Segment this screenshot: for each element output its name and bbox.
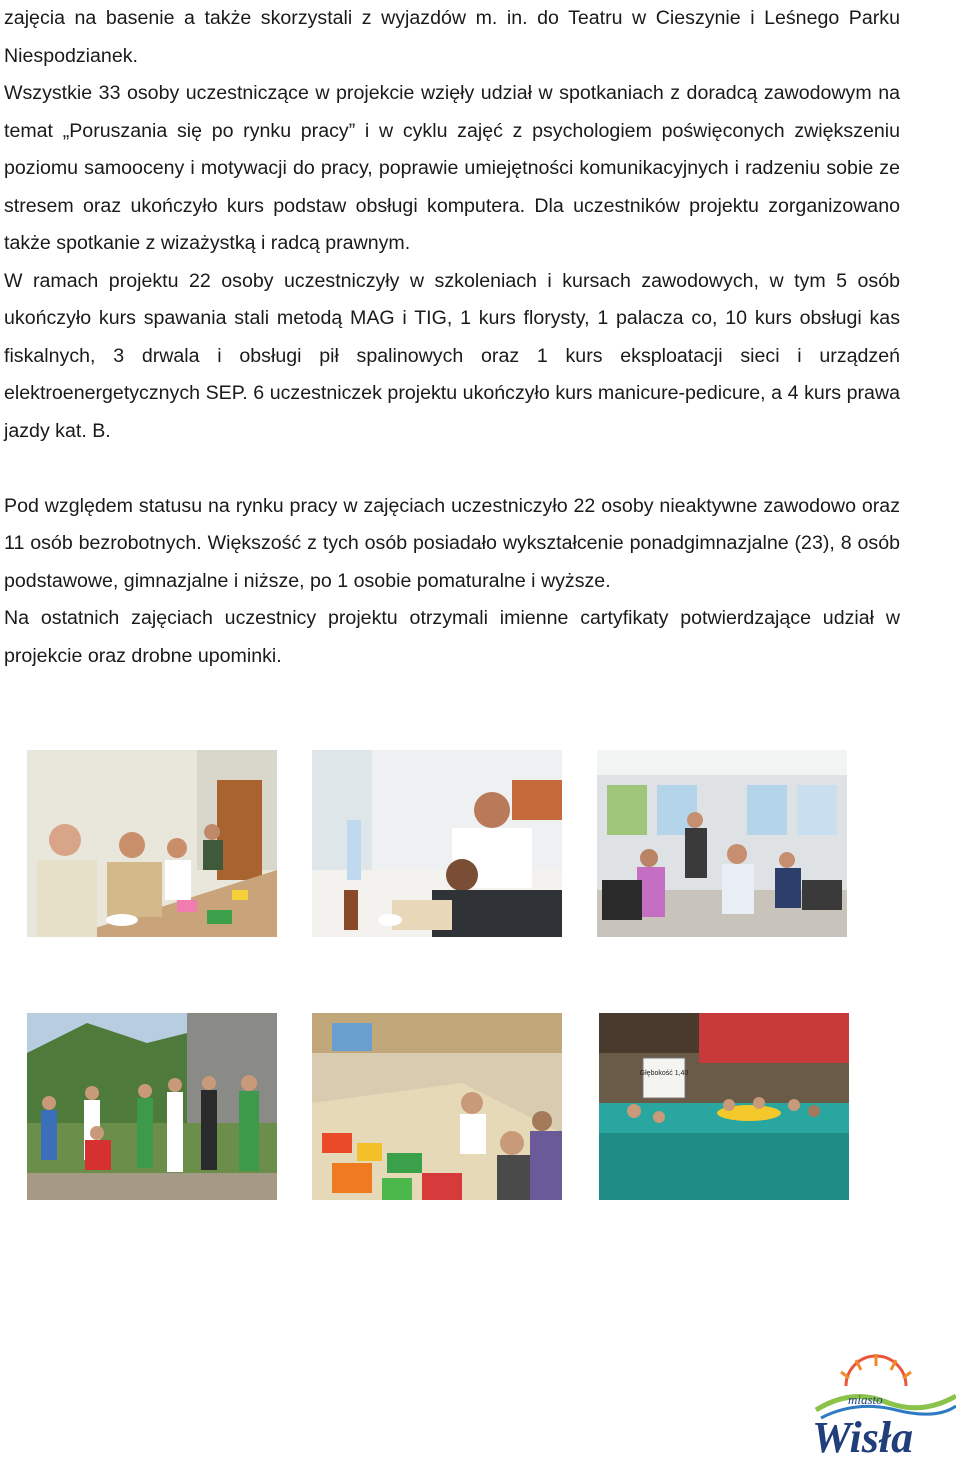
pool-sign-text: Głębokość 1,40 <box>639 1070 689 1077</box>
photo-craft-workshop <box>27 750 277 937</box>
photo-swimming-pool <box>599 1013 849 1200</box>
photo-crafts-table <box>312 1013 562 1200</box>
photo-group-activity <box>597 750 847 937</box>
sun-icon <box>841 1354 911 1386</box>
paragraph-5: Na ostatnich zajęciach uczestnicy projektu otrzymali imienne cartyfikaty potwierdzające udział w projekcie oraz drobne upominki. <box>4 607 900 667</box>
paragraph-4: Pod względem statusu na rynku pracy w zajęciach uczestniczyło 22 osoby nieaktywne zawodowo oraz 11 osób bezrobotnych. Większość z tych osób posiadało wykształcenie ponadgimnazjalne (23), 8 osób podstawowe, gimnazjalne i niższe, po 1 osobie pomaturalne i wyższe. <box>4 494 900 592</box>
logo-big-text: Wisła <box>812 1413 914 1458</box>
document-body <box>4 0 900 675</box>
photo-outdoor-group <box>27 1013 277 1200</box>
paragraph-2: Wszystkie 33 osoby uczestniczące w projekcie wzięły udział w spotkaniach z doradcą zawodowym na temat „Poruszania się po rynku pracy” i w cyklu zajęć z psychologiem poświęconych zwiększeniu poziomu samooceny i motywacji do pracy, poprawie umiejętności komunikacyjnych i radzeniu sobie ze stresem oraz ukończyło kurs podstaw obsługi komputera. Dla uczestników projektu zorganizowano także spotkanie z wizażystką i radcą prawnym. <box>4 82 900 254</box>
paragraph-3: W ramach projektu 22 osoby uczestniczyły w szkoleniach i kursach zawodowych, w tym 5 osób ukończyło kurs spawania stali metodą MAG i TIG, 1 kurs florysty, 1 palacza co, 10 kurs obsługi kas fiskalnych, 3 drwala i obsługi pił spalinowych oraz 1 kurs eksploatacji sieci i urządzeń elektroenergetycznych SEP. 6 uczestniczek projektu ukończyło kurs manicure-pedicure, a 4 kurs prawa jazdy kat. B. <box>4 269 900 442</box>
paragraph-1: zajęcia na basenie a także skorzystali z wyjazdów m. in. do Teatru w Cieszynie i Leśnego Parku Niespodzianek. <box>4 7 900 67</box>
photo-drawing-class <box>312 750 562 937</box>
logo-small-text: miasto <box>848 1392 883 1407</box>
miasto-wisla-logo <box>806 1352 956 1458</box>
